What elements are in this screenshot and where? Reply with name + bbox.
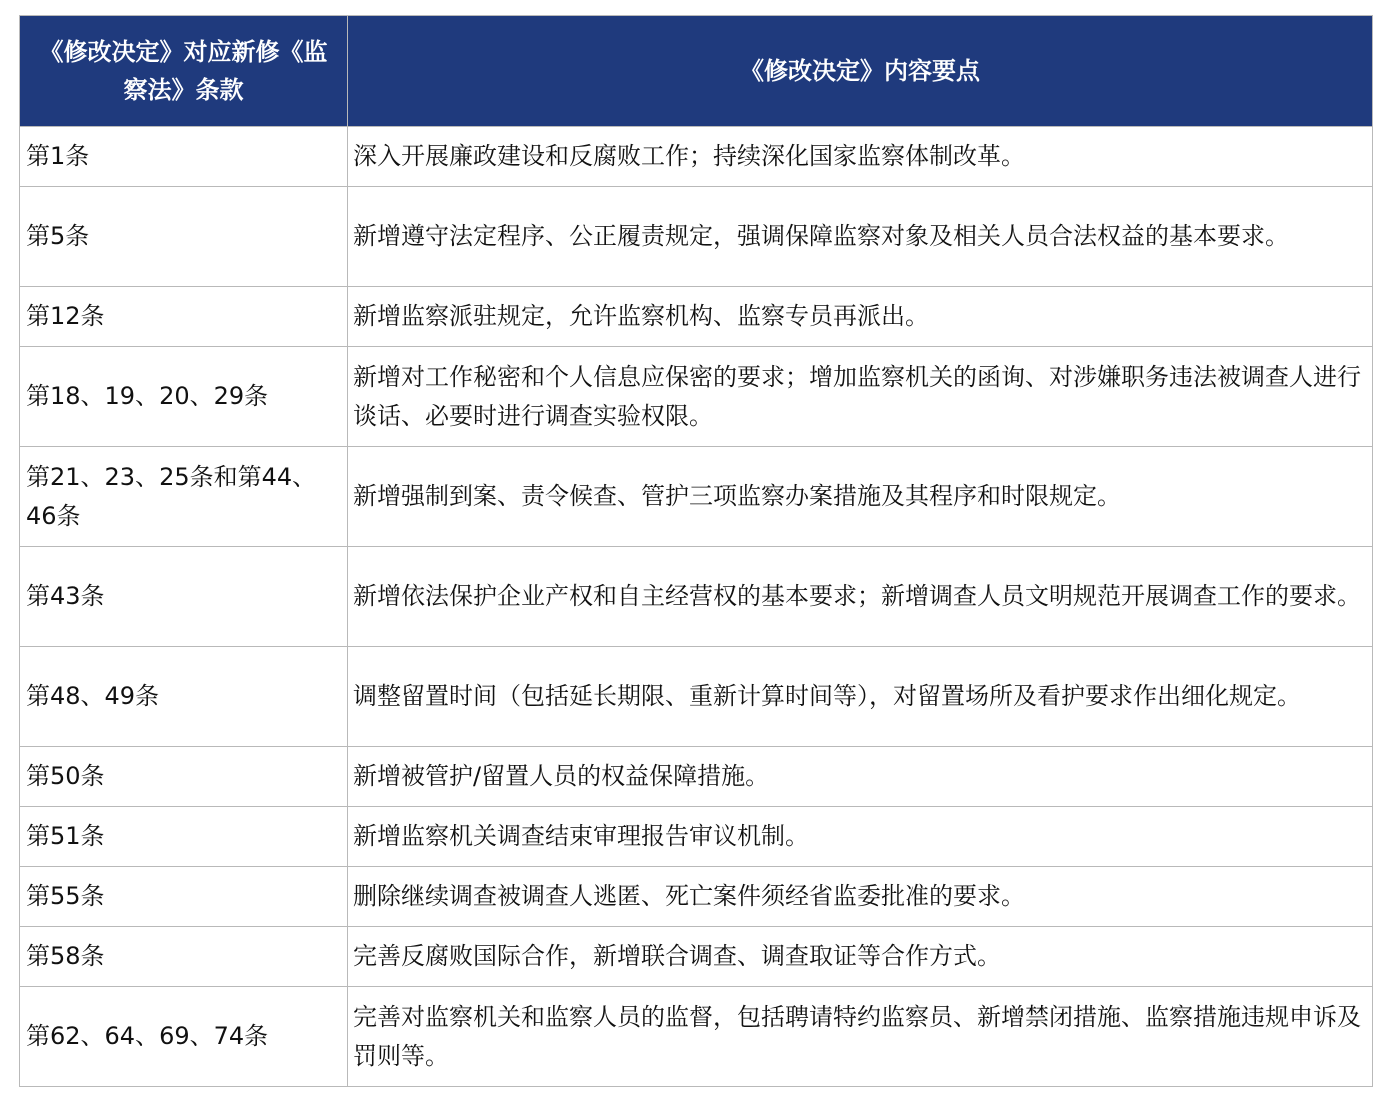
- content-cell: 新增监察派驻规定，允许监察机构、监察专员再派出。: [348, 287, 1373, 347]
- table-row: [20, 547, 1373, 647]
- content-cell: 调整留置时间（包括延长期限、重新计算时间等），对留置场所及看护要求作出细化规定。: [348, 647, 1373, 747]
- table-row: [20, 647, 1373, 747]
- amendment-table-container: [19, 15, 1372, 1087]
- article-cell: 第55条: [20, 867, 348, 927]
- article-cell: 第62、64、69、74条: [20, 987, 348, 1087]
- content-cell: 新增依法保护企业产权和自主经营权的基本要求；新增调查人员文明规范开展调查工作的要求。: [348, 547, 1373, 647]
- table-header-row: [20, 16, 1373, 127]
- article-cell: 第43条: [20, 547, 348, 647]
- content-cell: 新增监察机关调查结束审理报告审议机制。: [348, 807, 1373, 867]
- table-row: [20, 927, 1373, 987]
- article-cell: 第5条: [20, 187, 348, 287]
- content-cell: 深入开展廉政建设和反腐败工作；持续深化国家监察体制改革。: [348, 127, 1373, 187]
- table-row: [20, 747, 1373, 807]
- article-cell: 第21、23、25条和第44、46条: [20, 447, 348, 547]
- content-cell: 完善反腐败国际合作，新增联合调查、调查取证等合作方式。: [348, 927, 1373, 987]
- header-key-points: 《修改决定》内容要点: [348, 16, 1373, 127]
- table-row: [20, 347, 1373, 447]
- article-cell: 第50条: [20, 747, 348, 807]
- article-cell: 第12条: [20, 287, 348, 347]
- article-cell: 第1条: [20, 127, 348, 187]
- article-cell: 第58条: [20, 927, 348, 987]
- content-cell: 新增遵守法定程序、公正履责规定，强调保障监察对象及相关人员合法权益的基本要求。: [348, 187, 1373, 287]
- content-cell: 新增强制到案、责令候查、管护三项监察办案措施及其程序和时限规定。: [348, 447, 1373, 547]
- content-cell: 完善对监察机关和监察人员的监督，包括聘请特约监察员、新增禁闭措施、监察措施违规申诉及罚则等。: [348, 987, 1373, 1087]
- table-row: [20, 287, 1373, 347]
- article-cell: 第48、49条: [20, 647, 348, 747]
- content-cell: 删除继续调查被调查人逃匿、死亡案件须经省监委批准的要求。: [348, 867, 1373, 927]
- table-row: [20, 127, 1373, 187]
- header-articles: 《修改决定》对应新修《监察法》条款: [20, 16, 348, 127]
- content-cell: 新增被管护/留置人员的权益保障措施。: [348, 747, 1373, 807]
- table-row: [20, 807, 1373, 867]
- table-row: [20, 867, 1373, 927]
- table-row: [20, 187, 1373, 287]
- table-row: [20, 447, 1373, 547]
- amendment-table: [19, 15, 1373, 1087]
- article-cell: 第51条: [20, 807, 348, 867]
- table-row: [20, 987, 1373, 1087]
- article-cell: 第18、19、20、29条: [20, 347, 348, 447]
- content-cell: 新增对工作秘密和个人信息应保密的要求；增加监察机关的函询、对涉嫌职务违法被调查人进行谈话、必要时进行调查实验权限。: [348, 347, 1373, 447]
